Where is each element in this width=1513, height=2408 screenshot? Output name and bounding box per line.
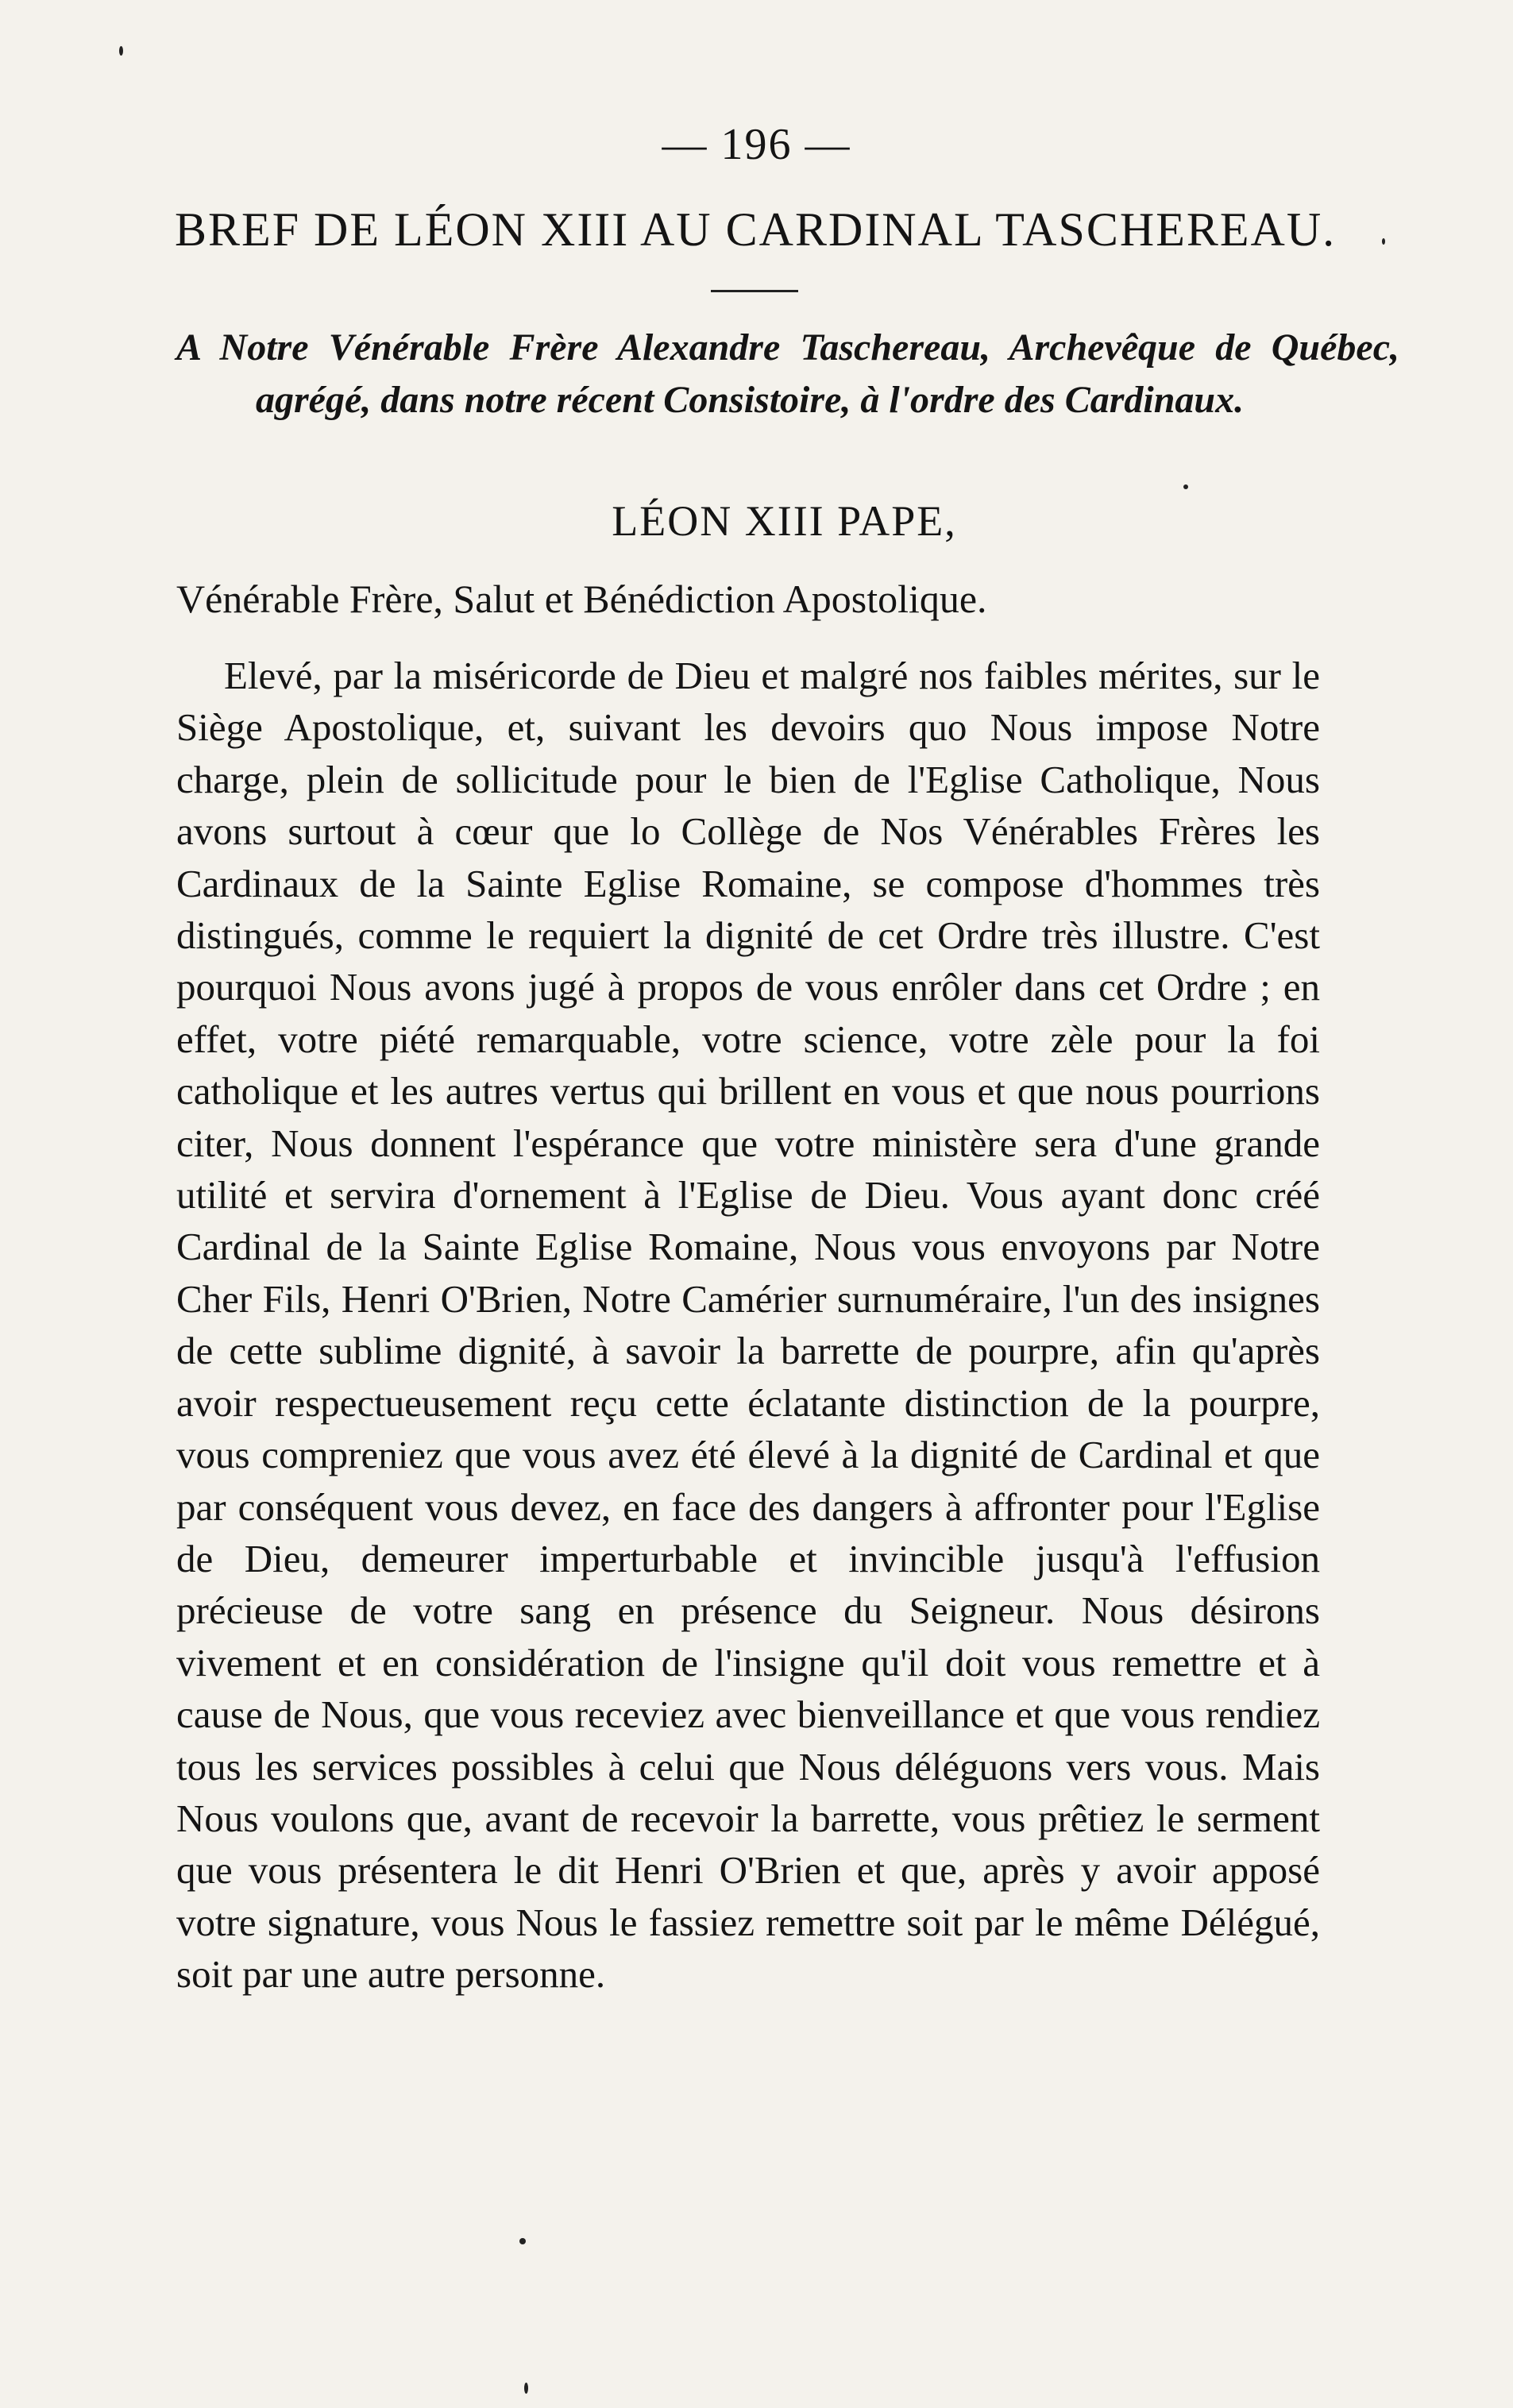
document-heading: BREF DE LÉON XIII AU CARDINAL TASCHEREAU. <box>175 203 1337 256</box>
sender-title: LÉON XIII PAPE, <box>612 497 957 545</box>
heading-divider <box>711 290 798 292</box>
page-number: — 196 — <box>662 120 851 169</box>
address-line: A Notre Vénérable Frère Alexandre Taschereau, Archevêque de Québec, agrégé, dans notre récent Consistoire, à l'ordre des Cardinaux. <box>176 326 1399 421</box>
salutation: Vénérable Frère, Salut et Bénédiction Apostolique. <box>176 577 987 621</box>
print-speck <box>1382 238 1385 245</box>
print-speck <box>1183 484 1188 489</box>
print-speck <box>119 46 123 56</box>
body-paragraph: Elevé, par la miséricorde de Dieu et malgré nos faibles mérites, sur le Siège Apostolique, et, suivant les devoirs quo Nous impose Notre charge, plein de sollicitude pour le bien de l'Eglise Catholique, Nous avons surtout à cœur que lo Collège de Nos Vénérables Frères les Cardinaux de la Sainte Eglise Romaine, se compose d'hommes très distingués, comme le requiert la dignité de cet Ordre très illustre. C'est pourquoi Nous avons jugé à propos de vous enrôler dans cet Ordre ; en effet, votre piété remarquable, votre science, votre zèle pour la foi catholique et les autres vertus qui brillent en vous et que nous pourrions citer, Nous donnent l'espérance que votre ministère sera d'une grande utilité et servira d'ornement à l'Eglise de Dieu. Vous ayant donc créé Cardinal de la Sainte Eglise Romaine, Nous vous envoyons par Notre Cher Fils, Henri O'Brien, Notre Camérier surnuméraire, l'un des insignes de cette sublime dignité, à savoir la barrette de pourpre, afin qu'après avoir respectueusement reçu cette éclatante distinction de la pourpre, vous compreniez que vous avez été élevé à la dignité de Cardinal et que par conséquent vous devez, en face des dangers à affronter pour l'Eglise de Dieu, demeurer imperturbable et invincible jusqu'à l'effusion précieuse de votre sang en présence du Seigneur. Nous désirons vivement et en considération de l'insigne qu'il doit vous remettre et à cause de Nous, que vous receviez avec bienveillance et que vous rendiez tous les services possibles à celui que Nous déléguons vers vous. Mais Nous voulons que, avant de recevoir la barrette, vous prêtiez le serment que vous présentera le dit Henri O'Brien et que, après y avoir apposé votre signature, vous Nous le fassiez remettre soit par le même Délégué, soit par une autre personne. <box>176 654 1320 1997</box>
print-speck <box>524 2383 528 2394</box>
print-speck <box>519 2238 526 2244</box>
